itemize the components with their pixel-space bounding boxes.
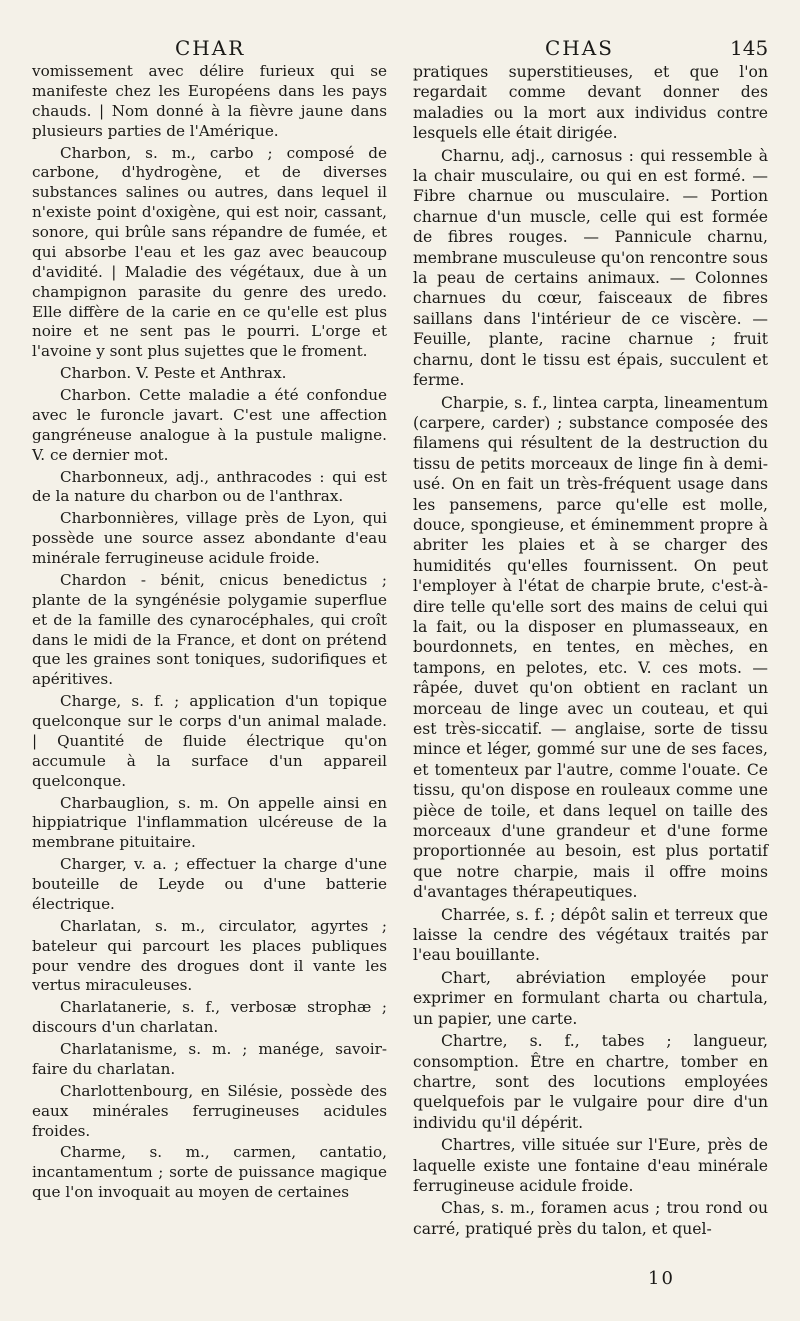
entry-charbon-ref: Charbon. V. Peste et Anthrax. xyxy=(60,364,287,383)
entry-chardon-benit: Chardon - bénit, cnicus benedictus ; plante de la syngénésie polygamie superflue et de la famille des cynarocéphales, qui croît dans le midi de la France, et dont on prétend que les graines sont toniques, sudorifiques et apéritives. xyxy=(32,570,387,689)
entry-charbon: Charbon, s. m., carbo ; composé de carbone, d'hydrogène, et de diverses substances salines ou autres, dans lequel il n'existe point d'oxigène, qui est noir, cassant, sonore, qui brûle sans répandre de fumée, et qui absorbe l'eau et les gaz avec beaucoup d'avidité. | Maladie des végétaux, due à un champignon parasite du genre des uredo. Elle diffère de la carie en ce qu'elle est plus noire et ne sent pas le pourri. L'orge et l'avoine y sont plus sujettes que le froment. xyxy=(32,143,387,361)
entry-charlatanisme: Charlatanisme, s. m. ; manége, savoir-faire du charlatan. xyxy=(32,1040,387,1078)
header-right-guideword: CHAS xyxy=(545,36,614,60)
entry-charbauglion: Charbauglion, s. m. On appelle ainsi en hippiatrique l'inflammation ulcéreuse de la membrane pituitaire. xyxy=(32,793,387,852)
signature-mark: 10 xyxy=(648,1268,675,1289)
entry-charme: Charme, s. m., carmen, cantatio, incantamentum ; sorte de puissance magique que l'on invoquait au moyen de certaines xyxy=(32,1143,387,1202)
right-column xyxy=(413,62,768,1241)
entry-charger: Charger, v. a. ; effectuer la charge d'une bouteille de Leyde ou d'une batterie électrique. xyxy=(32,855,387,913)
entry-charbon-vet: Charbon. Cette maladie a été confondue avec le furoncle javart. C'est une affection gangréneuse analogue à la pustule maligne. V. ce dernier mot. xyxy=(32,386,387,464)
entry-charpie: Charpie, s. f., lintea carpta, lineamentum (carpere, carder) ; substance composée des filamens qui résultent de la destruction du tissu de petits morceaux de linge fin à demi-usé. On en fait un très-fréquent usage dans les pansemens, parce qu'elle est molle, douce, spongieuse, et éminemment propre à abriter les plaies et à se charger des humidités qu'elles fournissent. On peut l'employer à l'état de charpie brute, c'est-à-dire telle qu'elle sort des mains de celui qui la fait, ou la disposer en plumasseaux, en bourdonnets, en tentes, en mèches, en tampons, en pelotes, etc. V. ces mots. — râpée, duvet qu'on obtient en raclant un morceau de linge avec un couteau, et qui est très-siccatif. — anglaise, sorte de tissu mince et léger, gommé sur une de ses faces, et tomenteux par l'autre, comme l'ouate. Ce tissu, qu'on dispose en rouleaux comme une pièce de toile, et dans lequel on taille des morceaux d'une grandeur et d'une forme proportionnée au besoin, est plus portatif que notre charpie, mais il offre moins d'avantages thérapeutiques. xyxy=(413,393,768,902)
entry-charme-continuation: pratiques superstitieuses, et que l'on regardait comme devant donner des maladies ou la mort aux individus contre lesquels elle était dirigée. xyxy=(413,63,768,143)
entry-charlatanerie: Charlatanerie, s. f., verbosæ strophæ ; discours d'un charlatan. xyxy=(32,998,387,1037)
entry-charnu: Charnu, adj., carnosus : qui ressemble à la chair musculaire, ou qui en est formé. — Fibre charnue ou musculaire. — Portion charnue d'un muscle, celle qui est formée de fibres rouges. — Pannicule charnu, membrane musculeuse qu'on rencontre sous la peau de certains animaux. — Colonnes charnues du cœur, faisceaux de fibres saillans dans l'intérieur de ce viscère. — Feuille, plante, racine charnue ; fruit charnu, dont le tissu est épais, succulent et ferme. xyxy=(413,146,768,390)
header-left-guideword: CHAR xyxy=(175,36,246,60)
entry-chartre: Chartre, s. f., tabes ; langueur, consomption. Être en chartre, tomber en chartre, sont des locutions employées quelquefois par le vulgaire pour dire d'un individu qu'il dépérit. xyxy=(413,1032,768,1132)
entry-charlottenbourg: Charlottenbourg, en Silésie, possède des eaux minérales ferrugineuses acidules froides. xyxy=(32,1081,387,1140)
page-number: 145 xyxy=(730,36,769,60)
left-column xyxy=(32,62,387,1205)
entry-chartres: Chartres, ville située sur l'Eure, près de laquelle existe une fontaine d'eau minérale ferrugineuse acidule froide. xyxy=(413,1136,768,1195)
entry-continuation: vomissement avec délire furieux qui se manifeste chez les Européens dans les pays chauds. | Nom donné à la fièvre jaune dans plusieurs parties de l'Amérique. xyxy=(32,62,387,140)
entry-charbonneux: Charbonneux, adj., anthracodes : qui est de la nature du charbon ou de l'anthrax. xyxy=(32,467,387,506)
entry-charlatan: Charlatan, s. m., circulator, agyrtes ; bateleur qui parcourt les places publiques pour vendre des drogues dont il vante les vertus miraculeuses. xyxy=(32,916,387,995)
entry-charge: Charge, s. f. ; application d'un topique quelconque sur le corps d'un animal malade. | Quantité de fluide électrique qu'on accumule à la surface d'un appareil quelconque. xyxy=(32,692,387,790)
entry-charree: Charrée, s. f. ; dépôt salin et terreux que laisse la cendre des végétaux traités par l'eau bouillante. xyxy=(413,905,768,965)
entry-charbonnieres: Charbonnières, village près de Lyon, qui possède une source assez abondante d'eau minérale ferrugineuse acidule froide. xyxy=(32,509,387,567)
entry-chas: Chas, s. m., foramen acus ; trou rond ou carré, pratiqué près du talon, et quel- xyxy=(413,1199,768,1238)
entry-chart: Chart, abréviation employée pour exprimer en formulant charta ou chartula, un papier, une carte. xyxy=(413,968,768,1028)
